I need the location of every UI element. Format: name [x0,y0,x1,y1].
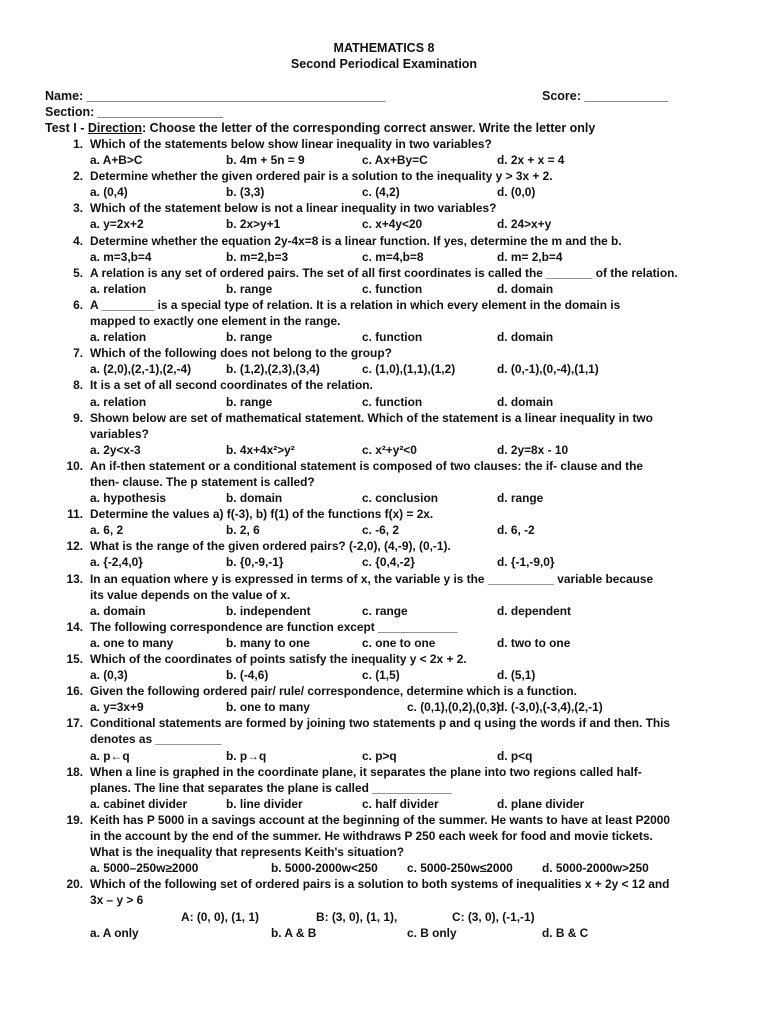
question-text-line: What is the inequality that represents Keith's situation? [90,845,405,860]
question-number: 1. [73,137,83,151]
question-text-line: its value depends on the value of x. [90,587,291,602]
test-prefix: Test I - [45,121,88,135]
answer-option-c: c. function [362,394,423,409]
answer-options [90,522,735,538]
answer-options [90,699,735,715]
answer-option-b: b. (3,3) [226,185,265,200]
question-item [45,619,735,651]
answer-option-a: a. {-2,4,0} [90,555,143,570]
question-number: 15. [66,652,83,666]
answer-options [90,796,735,812]
answer-option-b: b. (-4,6) [226,668,269,683]
answer-option-b: b. 2, 6 [226,523,260,538]
choice-set-line [90,909,735,925]
answer-option-b: b. range [226,330,273,345]
answer-option-d: d. m= 2,b=4 [497,249,563,264]
answer-option-a: a. (0,4) [90,185,128,200]
answer-option-c: c. -6, 2 [362,523,400,538]
question-number: 16. [66,684,83,699]
answer-option-c: c. (0,1),(0,2),(0,3) [407,700,501,715]
answer-options [90,490,735,506]
answer-options [90,635,735,651]
question-item [45,876,735,940]
question-item [45,297,735,345]
exam-title: Second Periodical Examination [290,57,478,71]
question-item [45,715,735,763]
question-text-line: Given the following ordered pair/ rule/ correspondence, determine which is a function. [90,684,577,699]
answer-option-c: c. (1,5) [362,668,400,683]
question-text-line: A relation is any set of ordered pairs. The set of all first coordinates is called the _______ of the relation. [90,265,678,280]
answer-option-a: a. y=3x+9 [90,700,144,715]
answer-option-a: a. 5000–250w≥2000 [90,861,199,876]
answer-option-c: c. {0,4,-2} [362,555,415,570]
answer-options [90,249,735,265]
answer-option-a: a. p←q [90,748,130,763]
question-text-line: When a line is graphed in the coordinate plane, it separates the plane into two regions called half- [90,764,642,779]
question-text-line: 3x – y > 6 [90,893,144,908]
answer-options [90,394,735,410]
answer-options [90,603,735,619]
answer-option-c: c. conclusion [362,491,438,506]
answer-option-c: c. x+4y<20 [362,217,423,232]
question-item [45,538,735,570]
answer-option-c: c. p>q [362,748,397,763]
answer-option-d: d. (0,-1),(0,-4),(1,1) [497,362,599,377]
answer-option-d: d. 5000-2000w>250 [542,861,649,876]
question-text-line: denotes as __________ [90,732,222,747]
question-item [45,168,735,200]
question-text-line: Shown below are set of mathematical statement. Which of the statement is a linear inequality in two [90,410,653,425]
question-item [45,345,735,377]
answer-option-b: b. line divider [226,796,303,811]
answer-option-c: c. function [362,330,423,345]
question-text-line: Which of the following does not belong to the group? [90,346,392,361]
answer-option-d: d. {-1,-9,0} [497,555,555,570]
answer-option-c: c. one to one [362,635,436,650]
answer-option-a: a. (0,3) [90,668,128,683]
answer-option-b: b. independent [226,603,311,618]
score-field-label: Score: ____________ [542,89,668,103]
question-text-line: A ________ is a special type of relation. It is a relation in which every element in the domain is [90,297,621,312]
answer-option-d: d. (5,1) [497,668,536,683]
question-text-line: Determine whether the equation 2y-4x=8 is a linear function. If yes, determine the m and the b. [90,233,622,248]
question-text-line: mapped to exactly one element in the range. [90,314,341,329]
answer-option-a: a. y=2x+2 [90,217,144,232]
answer-option-d: d. two to one [497,635,571,650]
answer-option-a: a. domain [90,603,146,618]
question-text-line: Which of the statements below show linear inequality in two variables? [90,137,492,151]
question-number: 11. [67,507,83,522]
answer-option-b: b. (1,2),(2,3),(3,4) [226,362,320,377]
question-text-line: Which of the following set of ordered pairs is a solution to both systems of inequalities x + 2y < 12 and [90,877,670,892]
question-number: 3. [73,201,83,216]
answer-options [90,281,735,297]
answer-option-b: b. m=2,b=3 [226,249,289,264]
question-text-line: It is a set of all second coordinates of the relation. [90,378,373,393]
answer-option-d: d. dependent [497,603,571,618]
answer-option-a: a. A+B>C [90,153,143,168]
answer-option-c: c. 5000-250w≤2000 [407,861,513,876]
question-item [45,683,735,715]
question-number: 7. [73,346,83,361]
answer-option-d: d. domain [497,330,554,345]
choice-set: A: (0, 0), (1, 1) [181,909,259,924]
question-number: 8. [73,378,83,393]
question-number: 14. [66,619,83,634]
answer-option-c: c. B only [407,925,457,940]
answer-option-b: b. one to many [226,700,310,715]
question-number: 9. [73,410,83,425]
answer-option-b: b. 2x>y+1 [226,217,281,232]
answer-option-c: c. (4,2) [362,185,400,200]
answer-option-c: c. Ax+By=C [362,153,428,168]
answer-option-a: a. relation [90,281,147,296]
question-text-line: Determine whether the given ordered pair is a solution to the inequality y > 3x + 2. [90,169,553,184]
question-number: 12. [66,539,83,554]
answer-option-b: b. A & B [271,925,317,940]
question-number: 17. [66,716,83,731]
answer-option-b: b. {0,-9,-1} [226,555,284,570]
question-number: 19. [66,812,83,827]
section-field-label: Section: __________________ [45,105,223,119]
question-item [45,377,735,409]
answer-option-d: d. plane divider [497,796,585,811]
answer-option-d: d. (0,0) [497,185,536,200]
question-text-line: An if-then statement or a conditional statement is composed of two clauses: the if- clause and the [90,458,644,473]
question-item [45,136,735,168]
answer-option-b: b. many to one [226,635,310,650]
answer-option-c: c. (1,0),(1,1),(1,2) [362,362,456,377]
direction-word: Direction [87,121,143,135]
question-item [45,506,735,538]
choice-set: C: (3, 0), (-1,-1) [452,909,535,924]
question-number: 6. [73,297,83,312]
answer-option-a: a. one to many [90,635,174,650]
question-text-line: in the account by the end of the summer. He withdraws P 250 each week for food and movie tickets. [90,829,653,844]
question-text-line: Which of the statement below is not a linear inequality in two variables? [90,201,497,216]
answer-option-a: a. m=3,b=4 [90,249,152,264]
answer-option-b: b. 4m + 5n = 9 [226,153,305,168]
answer-option-a: a. relation [90,394,147,409]
answer-option-d: d. (-3,0),(-3,4),(2,-1) [497,700,603,715]
question-text-line: planes. The line that separates the plane is called ____________ [90,780,452,795]
answer-option-b: b. range [226,281,273,296]
answer-options [90,216,735,232]
answer-option-d: d. 2x + x = 4 [497,153,565,168]
answer-option-c: c. half divider [362,796,439,811]
question-number: 10. [66,458,83,473]
answer-option-a: a. (2,0),(2,-1),(2,-4) [90,362,192,377]
question-item [45,571,735,619]
answer-options [90,361,735,377]
direction-instruction: : Choose the letter of the corresponding correct answer. Write the letter only [142,121,596,135]
question-number: 20. [66,877,83,892]
answer-option-d: d. p<q [497,748,533,763]
answer-options [90,667,735,683]
question-list [45,136,735,941]
answer-option-c: c. function [362,281,423,296]
answer-options [90,860,735,876]
answer-option-d: d. 2y=8x - 10 [497,442,569,457]
question-item [45,651,735,683]
answer-option-b: b. p→q [226,748,267,763]
question-item [45,265,735,297]
answer-option-a: a. hypothesis [90,491,166,506]
question-text-line: In an equation where y is expressed in terms of x, the variable y is the __________ variable because [90,571,654,586]
question-item [45,233,735,265]
answer-option-c: c. range [362,603,408,618]
answer-option-d: d. domain [497,281,554,296]
question-number: 5. [73,265,83,280]
answer-option-d: d. 6, -2 [497,523,535,538]
answer-option-c: c. m=4,b=8 [362,249,424,264]
question-text-line: Keith has P 5000 in a savings account at the beginning of the summer. He wants to have at least P2000 [90,812,670,827]
answer-options [90,184,735,200]
question-number: 13. [66,571,83,586]
answer-option-b: b. 4x+4x²>y² [226,442,295,457]
answer-option-d: d. domain [497,394,554,409]
choice-set: B: (3, 0), (1, 1), [316,909,398,924]
question-text-line: What is the range of the given ordered pairs? (-2,0), (4,-9), (0,-1). [90,539,451,554]
answer-options [90,925,735,941]
answer-option-a: a. relation [90,330,147,345]
answer-option-a: a. 6, 2 [90,523,124,538]
question-text-line: then- clause. The p statement is called? [90,474,315,489]
subject-title: MATHEMATICS 8 [333,41,435,55]
answer-option-d: d. range [497,491,544,506]
answer-option-a: a. cabinet divider [90,796,188,811]
answer-options [90,748,735,764]
question-text-line: variables? [90,426,149,441]
answer-option-c: c. x²+y²<0 [362,442,417,457]
question-text-line: Which of the coordinates of points satisfy the inequality y < 2x + 2. [90,652,467,666]
answer-option-a: a. 2y<x-3 [90,442,141,457]
answer-options [90,442,735,458]
answer-options [90,329,735,345]
question-number: 2. [73,169,83,184]
answer-option-b: b. 5000-2000w<250 [271,861,378,876]
question-number: 4. [73,233,83,248]
question-item [45,458,735,506]
test-direction [45,120,595,136]
answer-option-d: d. 24>x+y [497,217,552,232]
question-item [45,200,735,232]
question-item [45,410,735,458]
question-number: 18. [66,764,83,779]
answer-option-b: b. domain [226,491,283,506]
question-item [45,764,735,812]
answer-options [90,554,735,570]
answer-option-a: a. A only [90,925,139,940]
question-text-line: The following correspondence are function except ____________ [90,619,458,634]
answer-options [90,152,735,168]
name-field-label: Name: ___________________________________________ [45,89,386,103]
question-text-line: Conditional statements are formed by joining two statements p and q using the words if and then. This [90,716,671,731]
answer-option-d: d. B & C [542,925,589,940]
question-item [45,812,735,876]
question-text-line: Determine the values a) f(-3), b) f(1) of the functions f(x) = 2x. [90,507,434,522]
answer-option-b: b. range [226,394,273,409]
